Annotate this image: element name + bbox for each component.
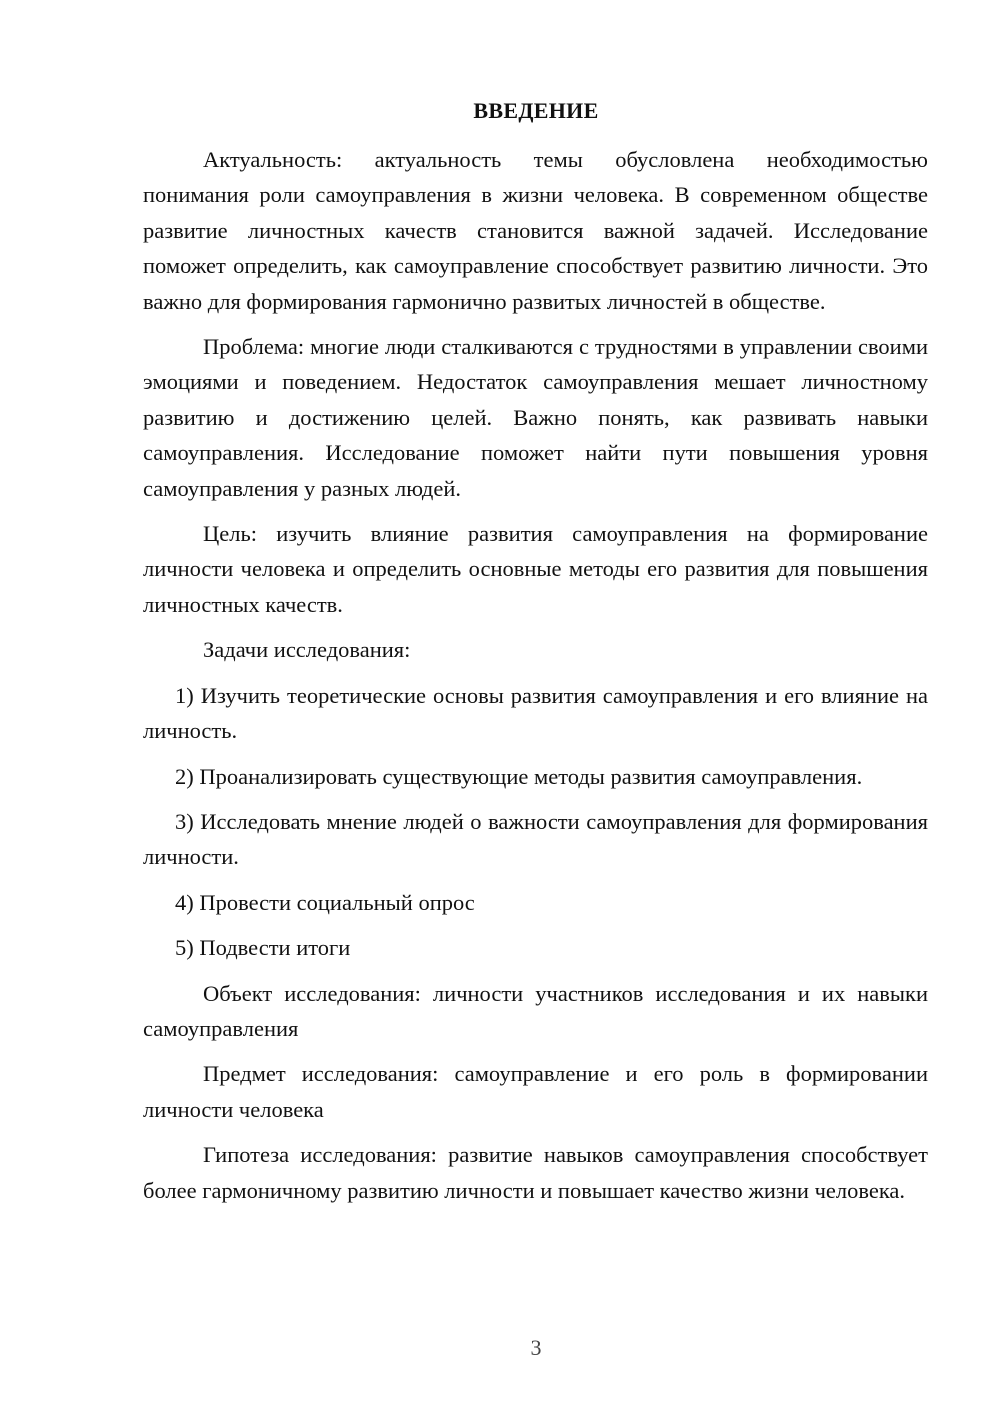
task-item-1: 1) Изучить теоретические основы развития самоуправления и его влияние на личность. — [143, 682, 928, 744]
paragraph-relevance: Актуальность: актуальность темы обусловлена необходимостью понимания роли самоуправления в жизни человека. В современном обществе развитие личностных качеств становится важной задачей. Исследование поможет определить, как самоуправление способствует развитию личности. Это важно для формирования гармонично развитых личностей в обществе. — [143, 147, 928, 314]
document-body — [143, 142, 928, 1218]
paragraph-problem: Проблема: многие люди сталкиваются с трудностями в управлении своими эмоциями и поведением. Недостаток самоуправления мешает личностному развитию и достижению целей. Важно понять, как развивать навыки самоуправления. Исследование поможет найти пути повышения уровня самоуправления у разных людей. — [143, 334, 928, 501]
tasks-heading: Задачи исследования: — [203, 637, 411, 663]
paragraph-object: Объект исследования: личности участников исследования и их навыки самоуправления — [143, 980, 928, 1041]
task-item-2: 2) Проанализировать существующие методы развития самоуправления. — [175, 763, 863, 789]
task-item-3: 3) Исследовать мнение людей о важности самоуправления для формирования личности. — [143, 808, 928, 870]
task-item-5: 5) Подвести итоги — [175, 935, 351, 961]
paragraph-goal: Цель: изучить влияние развития самоуправления на формирование личности человека и определить основные методы его развития для повышения личностных качеств. — [143, 521, 928, 617]
task-item-4: 4) Провести социальный опрос — [175, 889, 475, 915]
page-title: ВВЕДЕНИЕ — [473, 98, 599, 123]
page-number: 3 — [530, 1335, 542, 1360]
paragraph-subject: Предмет исследования: самоуправление и его роль в формировании личности человека — [143, 1061, 928, 1122]
paragraph-hypothesis: Гипотеза исследования: развитие навыков самоуправления способствует более гармоничному развитию личности и повышает качество жизни человека. — [143, 1142, 928, 1203]
